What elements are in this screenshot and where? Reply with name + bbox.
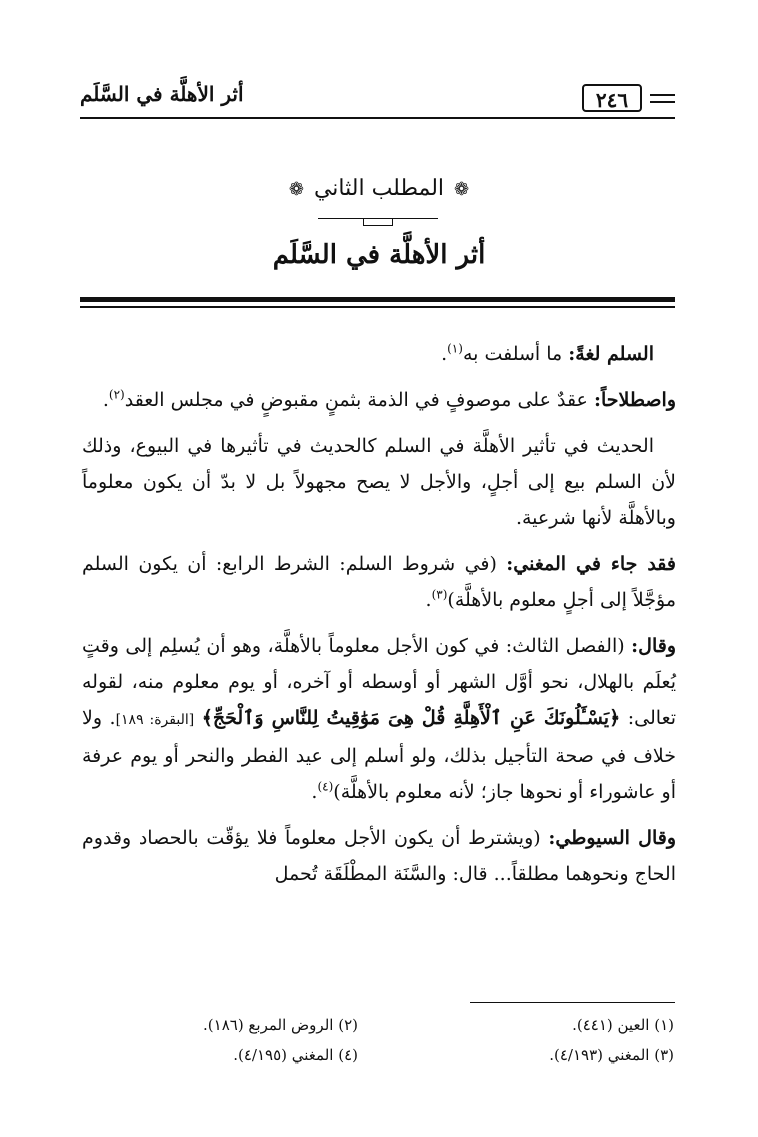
quran-verse: ﴿يَسْـَٔلُونَكَ عَنِ ٱلْأَهِلَّةِ قُلْ هِىَ مَوَٰقِيتُ لِلنَّاسِ وَٱلْحَجِّ﴾: [201, 707, 621, 729]
punct: .: [441, 343, 448, 365]
text: . ولا خلاف في صحة التأجيل بذلك، ولو أسلم إلى عيد الفطر والنحر أو يوم عرفة أو عاشوراء أو نحوها جاز؛ لأنه معلوم بالأهلَّة): [82, 707, 676, 803]
section-thick-rule: [80, 297, 675, 302]
footnote: [233, 1046, 358, 1064]
text: الحديث في تأثير الأهلَّة في السلم كالحديث في تأثيرها في البيوع، وذلك لأن السلم بيع إلى أجلٍ، والأجل لا يصح مجهولاً بل لا بدّ أن يكون معلوماً وبالأهلَّة لأنها شرعية.: [82, 435, 676, 529]
term: وقال السيوطي:: [548, 827, 676, 849]
footnote-ref: (٣): [431, 587, 448, 602]
section-title: أثر الأهلَّة في السَّلَم: [272, 240, 486, 270]
footnote-number: (١): [654, 1016, 674, 1034]
punct: .: [425, 589, 432, 611]
footnote-number: (٣): [654, 1046, 674, 1064]
footnote-text: العين (٤٤١).: [572, 1016, 650, 1034]
page-number: ٢٤٦: [582, 84, 642, 112]
paragraph-linguistic-definition: [82, 336, 676, 372]
footnote: [572, 1016, 674, 1034]
punct: .: [311, 781, 318, 803]
text: ما أسلفت به: [462, 343, 563, 365]
term: فقد جاء في المغني:: [506, 553, 676, 575]
paragraph-discussion: [82, 428, 676, 536]
section-thin-rule: [80, 306, 675, 308]
body-text: [82, 336, 676, 902]
footnote-text: الروض المربع (١٨٦).: [203, 1016, 334, 1034]
footnote-rule: [470, 1002, 675, 1003]
title-divider-notch: [363, 219, 393, 226]
footnote-number: (٤): [338, 1046, 358, 1064]
paragraph-suyuti-quote: [82, 820, 676, 892]
footnote-text: المغني (٤/١٩٥).: [233, 1046, 334, 1064]
footnote-number: (٢): [338, 1016, 358, 1034]
footnote-text: المغني (٤/١٩٣).: [549, 1046, 650, 1064]
text: (الفصل الثالث: في كون الأجل معلوماً بالأهلَّة، وهو أن يُسلِم إلى وقتٍ يُعلَم بالهلال، نحو أوَّل الشهر أو أوسطه أو آخره، أو يوم معلوم منه، لقوله تعالى:: [82, 635, 677, 729]
footnote: [549, 1046, 674, 1064]
header-ornament-rule: [650, 94, 675, 96]
footnote-ref: (٤): [317, 779, 334, 794]
text: (ويشترط أن يكون الأجل معلوماً فلا يؤقّت بالحصاد وقدوم الحاج ونحوهما مطلقاً... قال: والسَّنَة المطْلَقَة تُحمل: [82, 827, 676, 885]
paragraph-mughni-quote: [82, 546, 676, 618]
paragraph-technical-definition: [82, 382, 676, 418]
term: وقال:: [631, 635, 676, 657]
punct: .: [102, 389, 109, 411]
running-title: أثر الأهلَّة في السَّلَم: [80, 82, 244, 106]
paragraph-mughni-quote-2: [82, 628, 676, 810]
term: السلم لغةً:: [568, 343, 654, 365]
footnote: [203, 1016, 358, 1034]
verse-reference: [البقرة: ١٨٩]: [115, 712, 195, 728]
text: (في شروط السلم: الشرط الرابع: أن يكون السلم مؤجَّلاً إلى أجلٍ معلوم بالأهلَّة): [82, 553, 676, 611]
term: واصطلاحاً:: [593, 389, 676, 411]
section-subtitle: [0, 176, 758, 201]
header-ornament-rule: [650, 101, 675, 103]
flower-ornament-icon: ❁: [454, 179, 470, 200]
flower-ornament-icon: ❁: [288, 179, 304, 200]
text: عقدٌ على موصوفٍ في الذمة بثمنٍ مقبوضٍ في مجلس العقد: [124, 389, 588, 411]
header-rule: [80, 117, 675, 119]
footnote-ref: (١): [447, 341, 463, 356]
subtitle-text: المطلب الثاني: [313, 176, 445, 201]
footnote-ref: (٢): [108, 387, 125, 402]
